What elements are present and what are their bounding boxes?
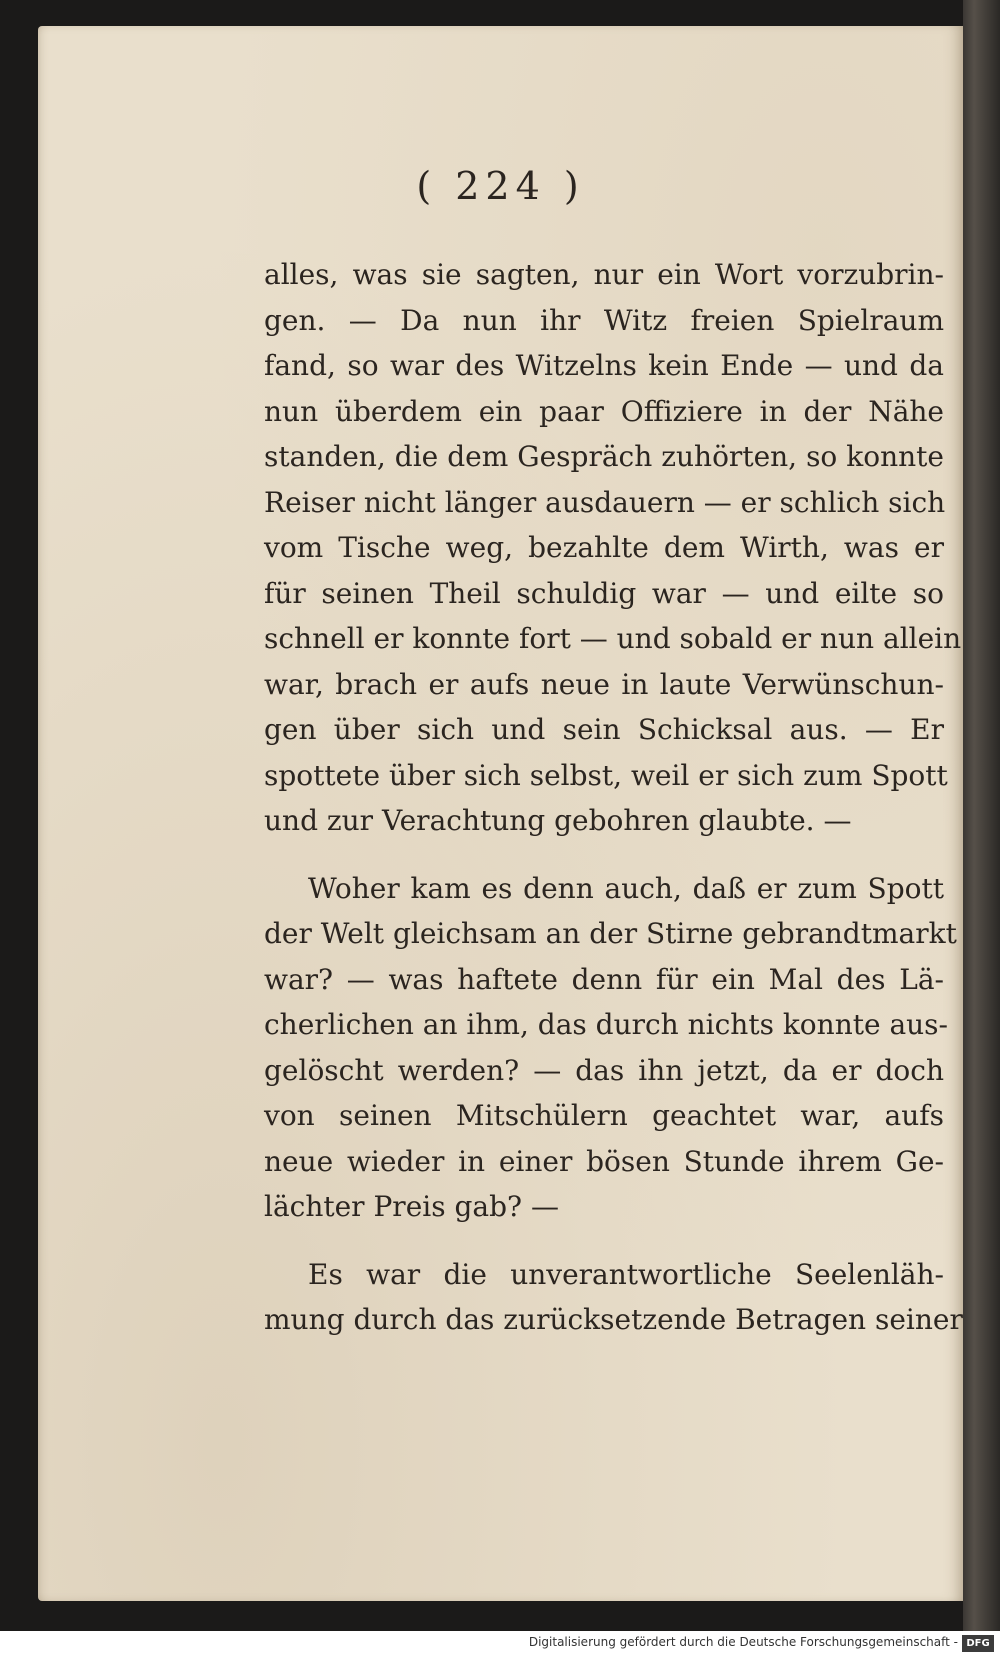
text-line: war? — was haftete denn für ein Mal des Lä- [264, 962, 944, 996]
paragraph [264, 866, 957, 1230]
text-line: von seinen Mitschülern geachtet war, aufs [264, 1099, 944, 1132]
book-spine [963, 0, 1000, 1656]
text-line: vom Tische weg, bezahlte dem Wirth, was er [264, 531, 944, 564]
text-line: war, brach er aufs neue in laute Verwünschun- [264, 667, 944, 701]
text-line: standen, die dem Gespräch zuhörten, so konnte [264, 440, 944, 473]
text-line: schnell er konnte fort — und sobald er nun allein [264, 622, 962, 655]
text-line: cherlichen an ihm, das durch nichts konnte aus- [264, 1008, 949, 1041]
footer-credit-text: Digitalisierung gefördert durch die Deutsche Forschungsgemeinschaft - [528, 1635, 958, 1649]
text-line: der Welt gleichsam an der Stirne gebrandtmarkt [264, 917, 957, 950]
text-line: fand, so war des Witzelns kein Ende — und da [264, 349, 944, 382]
text-line: Woher kam es denn auch, daß er zum Spott [308, 871, 944, 905]
text-line: mung durch das zurücksetzende Betragen seiner [264, 1303, 963, 1336]
text-line: Es war die unverantwortliche Seelenläh- [308, 1257, 944, 1291]
paragraph [264, 252, 962, 844]
page-number: ( 224 ) [416, 164, 585, 208]
text-line: neue wieder in einer bösen Stunde ihrem Ge- [264, 1144, 944, 1178]
text-line: nun überdem ein paar Offiziere in der Nähe [264, 394, 944, 428]
dfg-logo: DFG [962, 1635, 994, 1652]
text-line: gelöscht werden? — das ihn jetzt, da er doch [264, 1053, 944, 1087]
text-line: gen. — Da nun ihr Witz freien Spielraum [264, 303, 944, 337]
text-line: für seinen Theil schuldig war — und eilte so [264, 576, 944, 610]
book-page [38, 26, 963, 1601]
text-line: und zur Verachtung gebohren glaubte. — [264, 804, 852, 837]
body-text [264, 252, 963, 1343]
text-line: Reiser nicht länger ausdauern — er schlich sich [264, 485, 946, 519]
paragraph [264, 1252, 963, 1343]
text-line: lächter Preis gab? — [264, 1190, 559, 1223]
text-line: alles, was sie sagten, nur ein Wort vorzubrin- [264, 258, 944, 291]
text-line: spottete über sich selbst, weil er sich zum Spott [264, 758, 948, 792]
text-line: gen über sich und sein Schicksal aus. — Er [264, 713, 944, 746]
digitization-footer [0, 1631, 1000, 1656]
